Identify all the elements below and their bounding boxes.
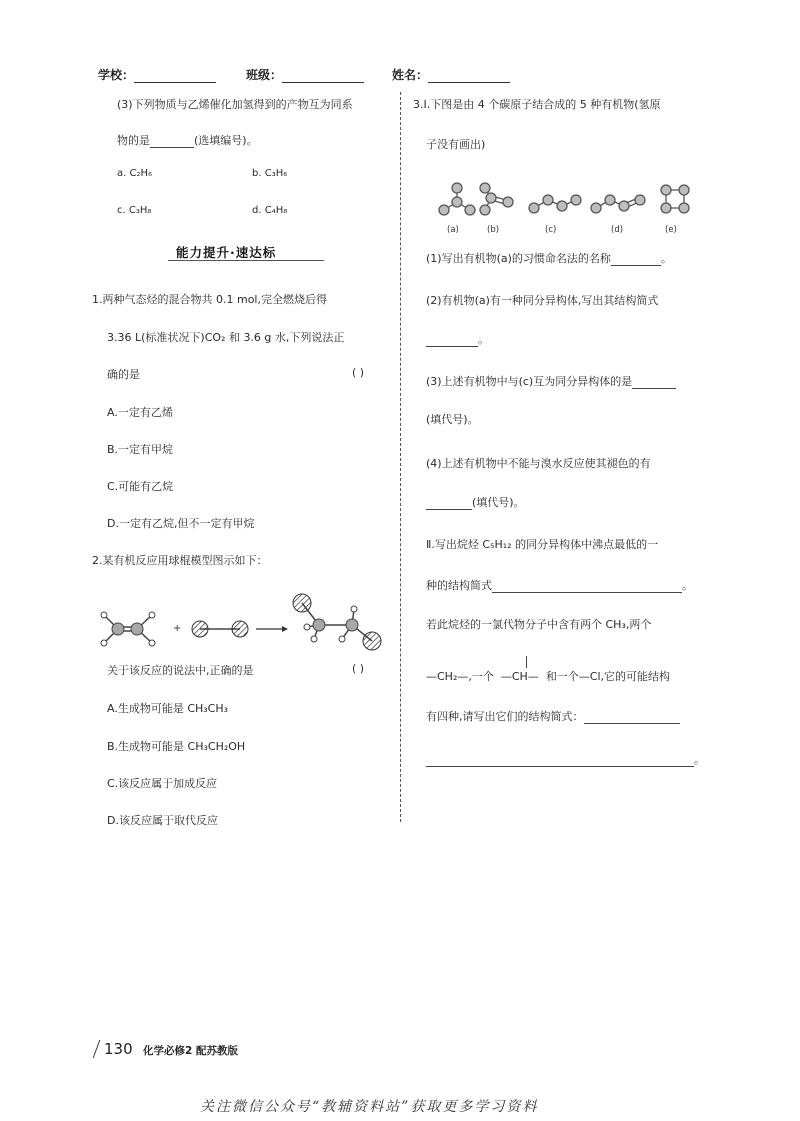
footer-slash: [93, 1040, 101, 1058]
s3-line2: (填代号)。: [426, 413, 479, 426]
p1-option-d: D.一定有乙烷,但不一定有甲烷: [107, 517, 255, 530]
p2-answer-paren[interactable]: ( ): [352, 662, 365, 675]
q3-blank[interactable]: [150, 136, 194, 148]
mol-label-c: (c): [545, 225, 557, 235]
ethylene-model: [101, 612, 155, 646]
s4-line1: (4)上述有机物中不能与溴水反应使其褪色的有: [426, 457, 651, 470]
p1-line3: 确的是: [107, 368, 140, 381]
ii-blank-3[interactable]: [426, 755, 694, 767]
mol-label-b: (b): [487, 225, 500, 235]
p1-option-b: B.一定有甲烷: [107, 443, 174, 456]
ii-line1: Ⅱ.写出烷烃 C₅H₁₂ 的同分异构体中沸点最低的一: [426, 538, 659, 551]
p1-option-a: A.一定有乙烯: [107, 406, 173, 419]
class-blank: [282, 70, 364, 83]
class-label: 班级：: [246, 66, 364, 83]
p2-option-b: B.生成物可能是 CH₃CH₂OH: [107, 740, 246, 753]
s2-line1: (2)有机物(a)有一种同分异构体,写出其结构简式: [426, 294, 659, 307]
molecule-d: [591, 195, 645, 213]
molecule-a: [439, 183, 475, 215]
ii-blank-2[interactable]: [584, 712, 680, 724]
product-model: [293, 594, 381, 650]
ii-line2: 种的结构简式 。: [426, 579, 693, 592]
s4-line2: (填代号)。: [426, 494, 525, 510]
option-b: b. C₃H₆: [252, 168, 288, 179]
mol-label-e: (e): [665, 225, 677, 235]
q3-line1: (3)下列物质与乙烯催化加氢得到的产物互为同系: [117, 98, 353, 111]
section-underline: [168, 260, 324, 261]
ii-line5: 有四种,请写出它们的结构简式：: [426, 708, 680, 724]
p1-option-c: C.可能有乙烷: [107, 480, 174, 493]
ii-line6: 。: [426, 751, 705, 767]
s4-blank[interactable]: [426, 498, 472, 510]
s1-line: (1)写出有机物(a)的习惯命名法的名称 。: [426, 252, 672, 265]
book-title: 化学必修2 配苏教版: [143, 1045, 238, 1057]
ii-line3: 若此烷烃的一氯代物分子中含有两个 CH₃,两个: [426, 618, 652, 631]
section-title: 能力提升·速达标: [176, 245, 277, 260]
s3-line1: (3)上述有机物中与(c)互为同分异构体的是: [426, 373, 676, 389]
s2-line2: 。: [426, 331, 489, 347]
p3-line1: 3.Ⅰ.下图是由 4 个碳原子结合成的 5 种有机物(氢原: [413, 98, 661, 111]
school-label: 学校：: [98, 66, 216, 83]
promo-text: 关注微信公众号“教辅资料站”获取更多学习资料: [200, 1099, 539, 1115]
p2-option-a: A.生成物可能是 CH₃CH₃: [107, 702, 229, 715]
p2-line1: 2.某有机反应用球棍模型图示如下：: [92, 554, 268, 567]
p2-stem: 关于该反应的说法中,正确的是: [107, 664, 254, 677]
option-a: a. C₂H₆: [117, 168, 153, 179]
column-divider: [400, 92, 401, 822]
mol-label-d: (d): [611, 225, 624, 235]
molecule-e: [661, 185, 689, 213]
molecule-c: [529, 195, 581, 213]
name-label: 姓名：: [392, 66, 510, 83]
p1-line2: 3.36 L(标准状况下)CO₂ 和 3.6 g 水,下列说法正: [107, 331, 345, 344]
ii-blank-1[interactable]: [492, 581, 682, 593]
molecules-diagram: [430, 176, 700, 238]
p1-line1: 1.两种气态烃的混合物共 0.1 mol,完全燃烧后得: [92, 293, 327, 306]
p2-option-c: C.该反应属于加成反应: [107, 777, 218, 790]
s1-blank[interactable]: [611, 254, 661, 266]
p3-line2: 子没有画出): [426, 138, 486, 151]
ch-bond-stroke: [526, 656, 527, 668]
name-blank: [428, 70, 510, 83]
page-number: 130: [104, 1040, 133, 1058]
option-c: c. C₃H₈: [117, 205, 152, 216]
q3-line2: 物的是 (选填编号)。: [117, 134, 258, 147]
mol-label-a: (a): [447, 225, 459, 235]
plus-sign: +: [173, 623, 182, 634]
s3-blank[interactable]: [632, 377, 676, 389]
reaction-arrow: [256, 626, 288, 632]
diatomic-model: [192, 621, 248, 637]
school-blank: [134, 70, 216, 83]
reaction-ball-stick-diagram: [92, 583, 392, 655]
p2-option-d: D.该反应属于取代反应: [107, 814, 218, 827]
molecule-b: [480, 183, 513, 215]
s2-blank[interactable]: [426, 335, 478, 347]
p1-answer-paren[interactable]: ( ): [352, 366, 365, 379]
ii-line4: —CH₂—,一个 —CH— 和一个—Cl,它的可能结构: [426, 670, 671, 683]
option-d: d. C₄H₈: [252, 205, 288, 216]
